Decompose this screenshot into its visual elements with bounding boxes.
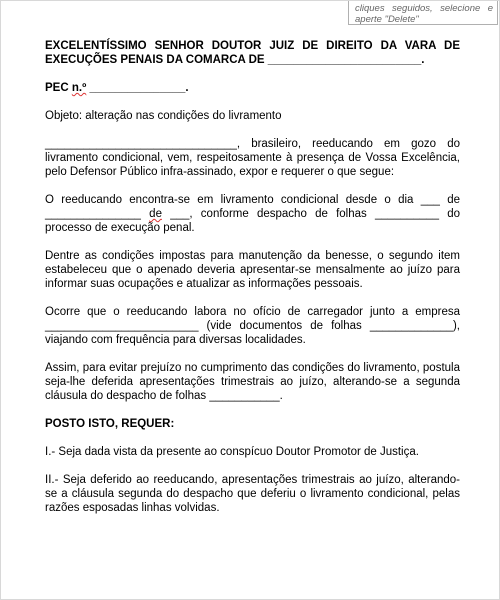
objeto-line: Objeto: alteração nas condições do livramento: [45, 110, 282, 122]
paragraph-livramento-de: de: [149, 208, 162, 220]
paragraph-livramento-b: ___, conforme despacho de folhas __________ do processo de execução penal.: [45, 208, 460, 234]
pec-number-abbrev: n.º: [71, 82, 87, 94]
request-item-1: I.- Seja dada vista da presente ao conspícuo Doutor Promotor de Justiça.: [45, 446, 419, 458]
document-heading: EXCELENTÍSSIMO SENHOR DOUTOR JUIZ DE DIREITO DA VARA DE EXECUÇÕES PENAIS DA COMARCA DE ________________________.: [45, 40, 460, 66]
document-body[interactable]: [45, 39, 460, 529]
pec-label: PEC: [45, 82, 72, 94]
pec-blank: _______________.: [86, 82, 189, 94]
paragraph-livramento: [45, 193, 460, 235]
pec-line: [45, 81, 460, 95]
instruction-note: cliques seguidos, selecione e aperte "Delete": [348, 1, 498, 25]
paragraph-livramento-a: O reeducando encontra-se em livramento condicional desde o dia ___ de _______________: [45, 194, 460, 220]
paragraph-oficio: Ocorre que o reeducando labora no ofício de carregador junto a empresa ________________________ (vide documentos de folhas _____________), viajando com frequência para diversas localidades.: [45, 306, 460, 346]
requer-heading: POSTO ISTO, REQUER:: [45, 418, 175, 430]
paragraph-intro: ______________________________, brasileiro, reeducando em gozo do livramento condicional, vem, respeitosamente à presença de Vossa Excelência, pelo Defensor Público infra-assinado, expor e requerer o que segue:: [45, 138, 460, 178]
paragraph-condicoes: Dentre as condições impostas para manutenção da benesse, o segundo item estabeleceu que o apenado deveria apresentar-se mensalmente ao juízo para informar suas ocupações e atualizar as informações pessoais.: [45, 250, 460, 290]
request-item-2: II.- Seja deferido ao reeducando, apresentações trimestrais ao juízo, alterando-se a cláusula segunda do despacho que deferiu o livramento condicional, pelas razões esposadas linhas volvidas.: [45, 474, 460, 514]
paragraph-postula: Assim, para evitar prejuízo no cumprimento das condições do livramento, postula seja-lhe deferida apresentações trimestrais ao juízo, alterando-se a segunda cláusula do despacho de folhas ___________.: [45, 362, 460, 402]
